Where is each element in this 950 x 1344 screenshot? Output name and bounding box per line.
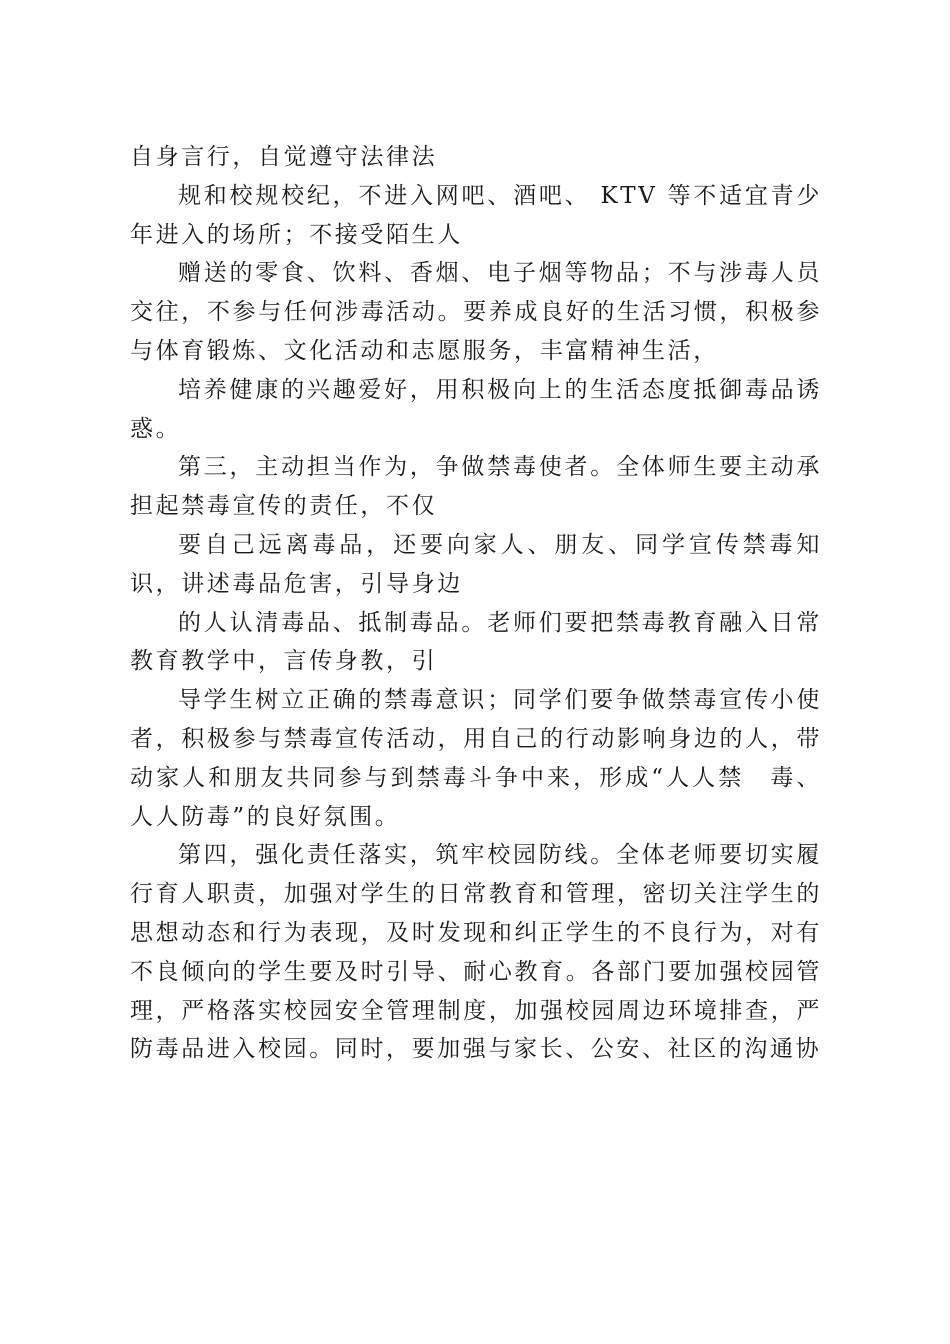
paragraph-2: 规和校规校纪，不进入网吧、酒吧、 KTV 等不适宜青少年进入的场所；不接受陌生人 xyxy=(130,182,822,248)
paragraph-1: 自身言行，自觉遵守法律法 xyxy=(130,144,438,170)
paragraph-4: 培养健康的兴趣爱好，用积极向上的生活态度抵御毒品诱惑。 xyxy=(130,376,822,442)
paragraph-5: 第三，主动担当作为，争做禁毒使者。全体师生要主动承担起禁毒宣传的责任，不仅 xyxy=(130,454,822,520)
paragraph-8: 导学生树立正确的禁毒意识；同学们要争做禁毒宣传小使者，积极参与禁毒宣传活动，用自己的行动影响身边的人，带动家人和朋友共同参与到禁毒斗争中来，形成“人人禁 毒、人人防毒”的良好氛围。 xyxy=(130,687,822,830)
paragraph-3: 赠送的零食、饮料、香烟、电子烟等物品；不与涉毒人员交往，不参与任何涉毒活动。要养成良好的生活习惯，积极参与体育锻炼、文化活动和志愿服务，丰富精神生活， xyxy=(130,260,822,364)
paragraph-6: 要自己远离毒品，还要向家人、朋友、同学宣传禁毒知识，讲述毒品危害，引导身边 xyxy=(130,531,822,597)
paragraph-9: 第四，强化责任落实，筑牢校园防线。全体老师要切实履行育人职责，加强对学生的日常教育和管理，密切关注学生的思想动态和行为表现，及时发现和纠正学生的不良行为，对有不良倾向的学生要及时引导、耐心教育。各部门要加强校园管理，严格落实校园安全管理制度，加强校园周边环境排查，严防毒品进入校园。同时，要加强与家长、公安、社区的沟通协 xyxy=(130,842,822,1063)
document-body xyxy=(130,138,822,1069)
paragraph-7: 的人认清毒品、抵制毒品。老师们要把禁毒教育融入日常教育教学中，言传身教，引 xyxy=(130,609,822,675)
